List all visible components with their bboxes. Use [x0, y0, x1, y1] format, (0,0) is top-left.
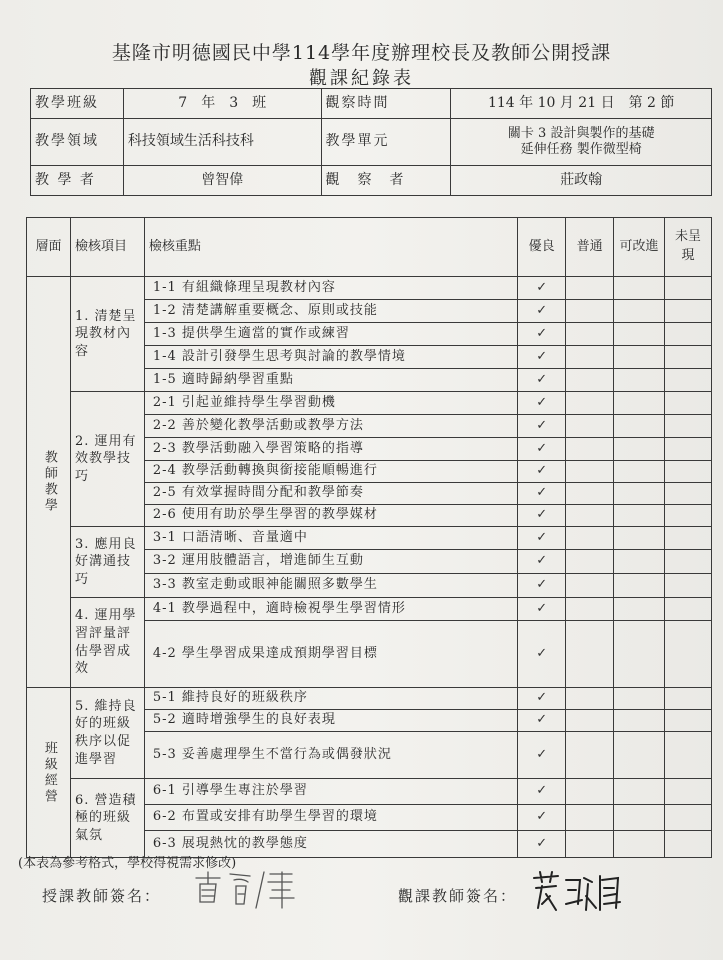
excellent-check-mark: ✓	[518, 621, 566, 688]
average-cell	[566, 392, 614, 415]
improve-cell	[614, 438, 665, 461]
teacher-value: 曾智偉	[123, 166, 321, 196]
not-shown-cell	[664, 392, 711, 415]
check-row	[27, 598, 712, 621]
unit-value-line-2: 延伸任務 製作微型椅	[520, 142, 642, 157]
excellent-check-mark: ✓	[518, 392, 566, 415]
observer-signature-label: 觀課教師簽名：	[398, 887, 518, 905]
header-excellent: 優良	[518, 218, 566, 277]
not-shown-cell	[664, 779, 711, 805]
not-shown-cell	[664, 300, 711, 323]
improve-cell	[614, 300, 665, 323]
check-item-text: 1-4 設計引發學生思考與討論的教學情境	[144, 346, 517, 369]
excellent-check-mark: ✓	[518, 598, 566, 621]
time-label: 觀察時間	[321, 89, 451, 119]
not-shown-cell	[664, 710, 711, 732]
check-item-text: 5-1 維持良好的班級秩序	[144, 688, 517, 710]
improve-cell	[614, 831, 665, 858]
average-cell	[566, 438, 614, 461]
improve-cell	[614, 688, 665, 710]
not-shown-cell	[664, 369, 711, 392]
info-table	[30, 88, 712, 196]
improve-cell	[614, 621, 665, 688]
check-item-text: 5-2 適時增強學生的良好表現	[144, 710, 517, 732]
improve-cell	[614, 505, 665, 527]
average-cell	[566, 621, 614, 688]
class-label: 教學班級	[31, 89, 124, 119]
check-group-label: 5. 維持良好的班級秩序以促進學習	[70, 688, 144, 779]
check-row	[27, 277, 712, 300]
check-item-text: 3-1 口語清晰、音量適中	[144, 527, 517, 550]
header-improve: 可改進	[614, 218, 665, 277]
check-item-text: 4-2 學生學習成果達成預期學習目標	[144, 621, 517, 688]
check-item-text: 1-5 適時歸納學習重點	[144, 369, 517, 392]
average-cell	[566, 323, 614, 346]
improve-cell	[614, 779, 665, 805]
observer-label: 觀 察 者	[321, 166, 451, 196]
header-point: 檢核重點	[144, 218, 517, 277]
check-row	[27, 688, 712, 710]
check-item-text: 2-1 引起並維持學生學習動機	[144, 392, 517, 415]
average-cell	[566, 732, 614, 779]
time-value: 114 年 10 月 21 日 第 2 節	[451, 89, 712, 119]
average-cell	[566, 710, 614, 732]
excellent-check-mark: ✓	[518, 415, 566, 438]
not-shown-cell	[664, 621, 711, 688]
improve-cell	[614, 277, 665, 300]
check-item-text: 6-2 布置或安排有助學生學習的環境	[144, 805, 517, 831]
not-shown-cell	[664, 688, 711, 710]
check-item-text: 1-1 有組織條理呈現教材內容	[144, 277, 517, 300]
check-item-text: 6-1 引導學生專注於學習	[144, 779, 517, 805]
domain-value: 科技領域生活科技科	[123, 119, 321, 166]
excellent-check-mark: ✓	[518, 805, 566, 831]
excellent-check-mark: ✓	[518, 779, 566, 805]
header-average: 普通	[566, 218, 614, 277]
average-cell	[566, 461, 614, 483]
excellent-check-mark: ✓	[518, 527, 566, 550]
not-shown-cell	[664, 323, 711, 346]
improve-cell	[614, 574, 665, 598]
improve-cell	[614, 710, 665, 732]
average-cell	[566, 300, 614, 323]
check-row	[27, 392, 712, 415]
excellent-check-mark: ✓	[518, 831, 566, 858]
check-row	[27, 779, 712, 805]
improve-cell	[614, 415, 665, 438]
average-cell	[566, 779, 614, 805]
not-shown-cell	[664, 732, 711, 779]
excellent-check-mark: ✓	[518, 277, 566, 300]
improve-cell	[614, 369, 665, 392]
excellent-check-mark: ✓	[518, 710, 566, 732]
not-shown-cell	[664, 831, 711, 858]
teacher-signature-label: 授課教師簽名：	[42, 887, 162, 905]
excellent-check-mark: ✓	[518, 438, 566, 461]
improve-cell	[614, 805, 665, 831]
check-item-text: 2-4 教學活動轉換與銜接能順暢進行	[144, 461, 517, 483]
average-cell	[566, 505, 614, 527]
teacher-label: 教 學 者	[31, 166, 124, 196]
check-row	[27, 527, 712, 550]
check-item-text: 6-3 展現熱忱的教學態度	[144, 831, 517, 858]
check-group-label: 3. 應用良好溝通技巧	[70, 527, 144, 598]
not-shown-cell	[664, 483, 711, 505]
unit-value	[451, 119, 712, 166]
check-item-text: 1-3 提供學生適當的實作或練習	[144, 323, 517, 346]
check-item-text: 3-3 教室走動或眼神能關照多數學生	[144, 574, 517, 598]
not-shown-cell	[664, 527, 711, 550]
average-cell	[566, 346, 614, 369]
not-shown-cell	[664, 574, 711, 598]
not-shown-cell	[664, 805, 711, 831]
unit-value-line-1: 關卡 3 設計與製作的基礎	[507, 125, 655, 141]
check-group-label: 1. 清楚呈現教材內容	[70, 277, 144, 392]
format-note: (本表為參考格式，學校得視需求修改)	[18, 856, 237, 871]
not-shown-cell	[664, 438, 711, 461]
check-item-text: 3-2 運用肢體語言，增進師生互動	[144, 550, 517, 574]
excellent-check-mark: ✓	[518, 688, 566, 710]
observer-signature	[530, 870, 626, 920]
improve-cell	[614, 346, 665, 369]
level-teaching: 教師教學	[27, 277, 71, 688]
check-group-label: 2. 運用有效教學技巧	[70, 392, 144, 527]
check-item-text: 5-3 妥善處理學生不當行為或偶發狀況	[144, 732, 517, 779]
average-cell	[566, 369, 614, 392]
excellent-check-mark: ✓	[518, 505, 566, 527]
excellent-check-mark: ✓	[518, 323, 566, 346]
class-value: 7 年 3 班	[123, 89, 321, 119]
document-subtitle: 觀課紀錄表	[309, 68, 414, 89]
excellent-check-mark: ✓	[518, 346, 566, 369]
average-cell	[566, 550, 614, 574]
not-shown-cell	[664, 346, 711, 369]
average-cell	[566, 688, 614, 710]
average-cell	[566, 527, 614, 550]
average-cell	[566, 415, 614, 438]
not-shown-cell	[664, 505, 711, 527]
excellent-check-mark: ✓	[518, 550, 566, 574]
check-group-label: 4. 運用學習評量評估學習成效	[70, 598, 144, 688]
not-shown-cell	[664, 461, 711, 483]
check-item-text: 4-1 教學過程中，適時檢視學生學習情形	[144, 598, 517, 621]
observer-value: 莊政翰	[451, 166, 712, 196]
header-item: 檢核項目	[70, 218, 144, 277]
header-level: 層面	[27, 218, 71, 277]
excellent-check-mark: ✓	[518, 461, 566, 483]
observation-table	[26, 217, 712, 858]
excellent-check-mark: ✓	[518, 369, 566, 392]
average-cell	[566, 598, 614, 621]
not-shown-cell	[664, 277, 711, 300]
improve-cell	[614, 323, 665, 346]
average-cell	[566, 805, 614, 831]
average-cell	[566, 574, 614, 598]
average-cell	[566, 483, 614, 505]
improve-cell	[614, 550, 665, 574]
check-item-text: 1-2 清楚講解重要概念、原則或技能	[144, 300, 517, 323]
teacher-signature	[190, 868, 300, 916]
excellent-check-mark: ✓	[518, 574, 566, 598]
improve-cell	[614, 732, 665, 779]
not-shown-cell	[664, 598, 711, 621]
check-item-text: 2-6 使用有助於學生學習的教學媒材	[144, 505, 517, 527]
improve-cell	[614, 598, 665, 621]
unit-label: 教學單元	[321, 119, 451, 166]
improve-cell	[614, 461, 665, 483]
document-title: 基隆市明德國民中學114學年度辦理校長及教師公開授課	[111, 42, 612, 64]
average-cell	[566, 277, 614, 300]
check-item-text: 2-5 有效掌握時間分配和教學節奏	[144, 483, 517, 505]
domain-label: 教學領域	[31, 119, 124, 166]
improve-cell	[614, 483, 665, 505]
check-group-label: 6. 營造積極的班級氣氛	[70, 779, 144, 858]
not-shown-cell	[664, 550, 711, 574]
average-cell	[566, 831, 614, 858]
level-class-management: 班級經營	[27, 688, 71, 858]
check-item-text: 2-2 善於變化教學活動或教學方法	[144, 415, 517, 438]
excellent-check-mark: ✓	[518, 483, 566, 505]
improve-cell	[614, 527, 665, 550]
excellent-check-mark: ✓	[518, 300, 566, 323]
improve-cell	[614, 392, 665, 415]
not-shown-cell	[664, 415, 711, 438]
excellent-check-mark: ✓	[518, 732, 566, 779]
header-not-shown: 未呈現	[664, 218, 711, 277]
check-item-text: 2-3 教學活動融入學習策略的指導	[144, 438, 517, 461]
